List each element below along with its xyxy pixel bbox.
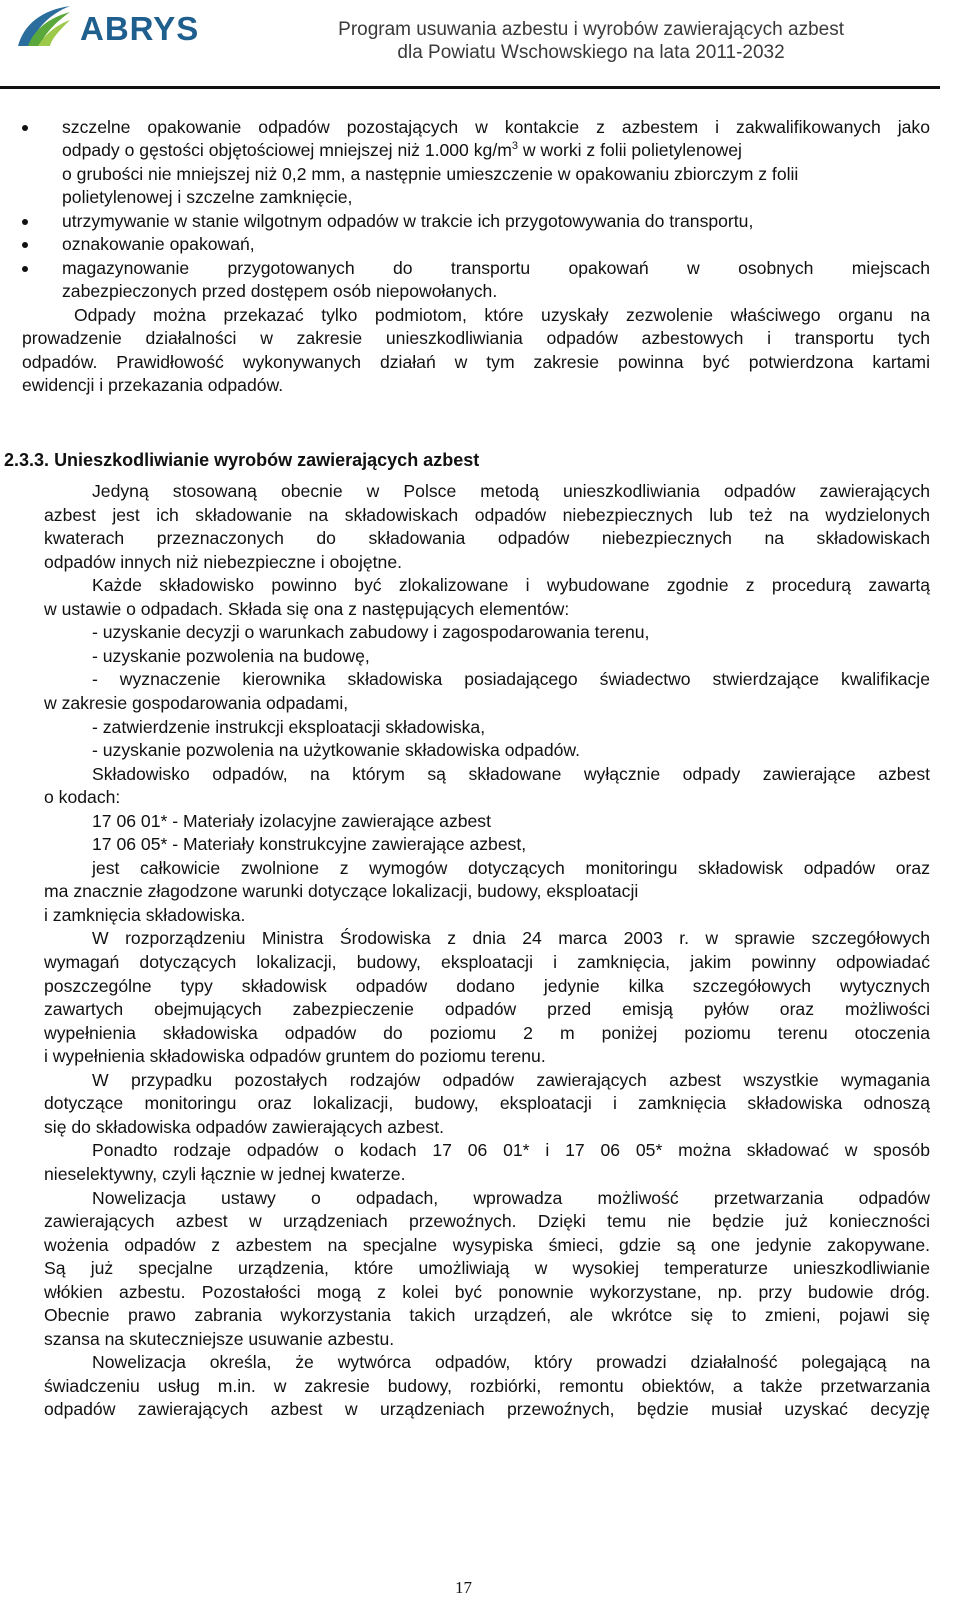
paragraph-line: Odpady można przekazać tylko podmiotom, które uzyskały zezwolenie właściwego organu na <box>74 305 930 325</box>
body-text-line: kwaterach przeznaczonych do składowania odpadów niebezpiecznych na składowiskach <box>44 528 930 549</box>
body-text-line: 17 06 01* - Materiały izolacyjne zawierające azbest <box>92 810 491 831</box>
body-text-line: ma znacznie złagodzone warunki dotyczące lokalizacji, budowy, eksploatacji <box>44 881 639 902</box>
bullet-1-text: odpady o gęstości objętościowej mniejszej niż 1.000 kg/m <box>62 140 512 160</box>
section-heading <box>4 449 479 472</box>
page-header <box>0 0 960 92</box>
body-text-line: Każde składowisko powinno być zlokalizowane i wybudowane zgodnie z procedurą zawartą <box>92 575 930 596</box>
bullet-4-line: zabezpieczonych przed dostępem osób niepowołanych. <box>62 281 498 301</box>
body-text-line: wymagań dotyczących lokalizacji, budowy, eksploatacji i zamknięcia, jakim powinny odpowiadać <box>44 952 930 972</box>
body-text-line: Składowisko odpadów, na którym są składowane wyłącznie odpady zawierające azbest <box>92 763 930 784</box>
header-divider <box>0 86 940 89</box>
body-text-line: dotyczące monitoringu oraz lokalizacji, budowy, eksploatacji i zamknięcia składowiska odnoszą <box>44 1093 930 1114</box>
body-text-line: 17 06 05* - Materiały konstrukcyjne zawierające azbest, <box>92 834 527 855</box>
section-number: 2.3.3. <box>4 450 50 470</box>
body-text-line: zawierających azbest w urządzeniach przewoźnych. Dzięki temu nie będzie już konieczności <box>44 1211 930 1232</box>
body-text-line: W rozporządzeniu Ministra Środowiska z dnia 24 marca 2003 r. w sprawie szczegółowych <box>92 928 930 949</box>
body-text-line: Ponadto rodzaje odpadów o kodach 17 06 01* i 17 06 05* można składować w sposób <box>92 1140 930 1161</box>
body-text-line: jest całkowicie zwolnione z wymogów dotyczących monitoringu składowisk odpadów oraz <box>92 857 930 878</box>
body-text-line: W przypadku pozostałych rodzajów odpadów zawierających azbest wszystkie wymagania <box>92 1069 930 1090</box>
body-text-line: - uzyskanie pozwolenia na użytkowanie składowiska odpadów. <box>92 740 581 761</box>
bullet-marker <box>22 219 28 225</box>
bullet-4-line: magazynowanie przygotowanych do transportu opakowań w osobnych miejscach <box>62 258 930 278</box>
body-text-line: się do składowiska odpadów zawierających azbest. <box>44 1116 444 1137</box>
bullet-marker <box>22 266 28 272</box>
abrys-logo <box>14 2 200 50</box>
body-text-line: - wyznaczenie kierownika składowiska posiadającego świadectwo stwierdzające kwalifikacje <box>92 669 930 690</box>
body-text-line: i zamknięcia składowiska. <box>44 904 246 925</box>
body-text-line: o kodach: <box>44 787 121 808</box>
paragraph-line: prowadzenie działalności w zakresie unieszkodliwiania odpadów azbestowych i transportu tych <box>22 328 930 348</box>
body-text-line: poszczególne typy składowisk odpadów dodano jedynie kilka szczegółowych wytycznych <box>44 975 930 996</box>
bullet-1-line: szczelne opakowanie odpadów pozostających w kontakcie z azbestem i zakwalifikowanych jako <box>62 117 930 137</box>
body-text-line: w ustawie o odpadach. Składa się ona z następujących elementów: <box>44 598 570 619</box>
body-text-line: i wypełnienia składowiska odpadów gruntem do poziomu terenu. <box>44 1046 546 1067</box>
body-text-line: - uzyskanie pozwolenia na budowę, <box>92 645 370 666</box>
bullet-1-line: o grubości nie mniejszej niż 0,2 mm, a następnie umieszczenie w opakowaniu zbiorczym z folii <box>62 164 799 184</box>
body-text-line: wypełnienia składowiska odpadów do poziomu 2 m poniżej poziomu terenu otoczenia <box>44 1022 930 1043</box>
body-text-line: w zakresie gospodarowania odpadami, <box>44 692 349 713</box>
superscript: 3 <box>511 140 518 153</box>
bullet-3-line: oznakowanie opakowań, <box>62 234 255 254</box>
body-text-line: - zatwierdzenie instrukcji eksploatacji składowiska, <box>92 716 486 737</box>
body-text-line: świadczeniu usług m.in. w zakresie budowy, rozbiórki, remontu obiektów, a także przetwarzania <box>44 1375 930 1396</box>
body-text-line: odpadów zawierających azbest w urządzeniach przewoźnych, będzie musiał uzyskać decyzję <box>44 1399 930 1420</box>
document-title <box>338 18 844 64</box>
bullet-1-line <box>62 139 930 162</box>
bullet-1-text: w worki z folii polietylenowej <box>518 140 742 160</box>
body-text-line: azbest jest ich składowanie na składowiskach odpadów niebezpiecznych lub też na wydzielonych <box>44 504 930 525</box>
section-title: Unieszkodliwianie wyrobów zawierających azbest <box>54 450 480 470</box>
page-number: 17 <box>455 1578 472 1597</box>
bullet-marker <box>22 125 28 131</box>
paragraph-line: odpadów. Prawidłowość wykonywanych działań w tym zakresie powinna być potwierdzona kartami <box>22 352 930 372</box>
bullet-marker <box>22 242 28 248</box>
body-text-line: szansa na skuteczniejsze usuwanie azbestu. <box>44 1328 395 1349</box>
body-text-line: Są już specjalne urządzenia, które umożliwiają w wysokiej temperaturze unieszkodliwianie <box>44 1258 930 1279</box>
body-text-line: Obecnie prawo zabrania wykorzystania takich urządzeń, ale wkrótce się to zmieni, pojawi się <box>44 1305 930 1326</box>
body-text-line: nieselektywny, czyli łącznie w jednej kwaterze. <box>44 1163 406 1184</box>
document-title-line1: Program usuwania azbestu i wyrobów zawierających azbest <box>338 19 844 40</box>
body-text-line: odpadów innych niż niebezpieczne i obojętne. <box>44 551 402 572</box>
paragraph-line: ewidencji i przekazania odpadów. <box>22 375 284 395</box>
bullet-1-line: polietylenowej i szczelne zamknięcie, <box>62 187 353 207</box>
body-text-line: zawartych obejmujących zabezpieczenie odpadów przed emisją pyłów oraz możliwości <box>44 999 930 1020</box>
logo-text: ABRYS <box>80 10 200 47</box>
bullet-2-line: utrzymywanie w stanie wilgotnym odpadów w trakcie ich przygotowywania do transportu, <box>62 211 754 231</box>
body-text-line: Jedyną stosowaną obecnie w Polsce metodą unieszkodliwiania odpadów zawierających <box>92 481 930 501</box>
body-text-line: - uzyskanie decyzji o warunkach zabudowy i zagospodarowania terenu, <box>92 622 650 643</box>
logo-swoosh-icon <box>14 2 74 50</box>
document-title-line2: dla Powiatu Wschowskiego na lata 2011-2032 <box>397 42 785 63</box>
body-text-line: włókien azbestu. Pozostałości mogą z kolei być ponownie wykorzystane, np. przy budowie dróg. <box>44 1281 930 1302</box>
body-text-line: Nowelizacja ustawy o odpadach, wprowadza możliwość przetwarzania odpadów <box>92 1187 930 1208</box>
body-text-line: Nowelizacja określa, że wytwórca odpadów, który prowadzi działalność polegającą na <box>92 1352 930 1373</box>
body-text-line: wożenia odpadów z azbestem na specjalne wysypiska śmieci, gdzie są one jedynie zakopywane. <box>44 1234 930 1255</box>
